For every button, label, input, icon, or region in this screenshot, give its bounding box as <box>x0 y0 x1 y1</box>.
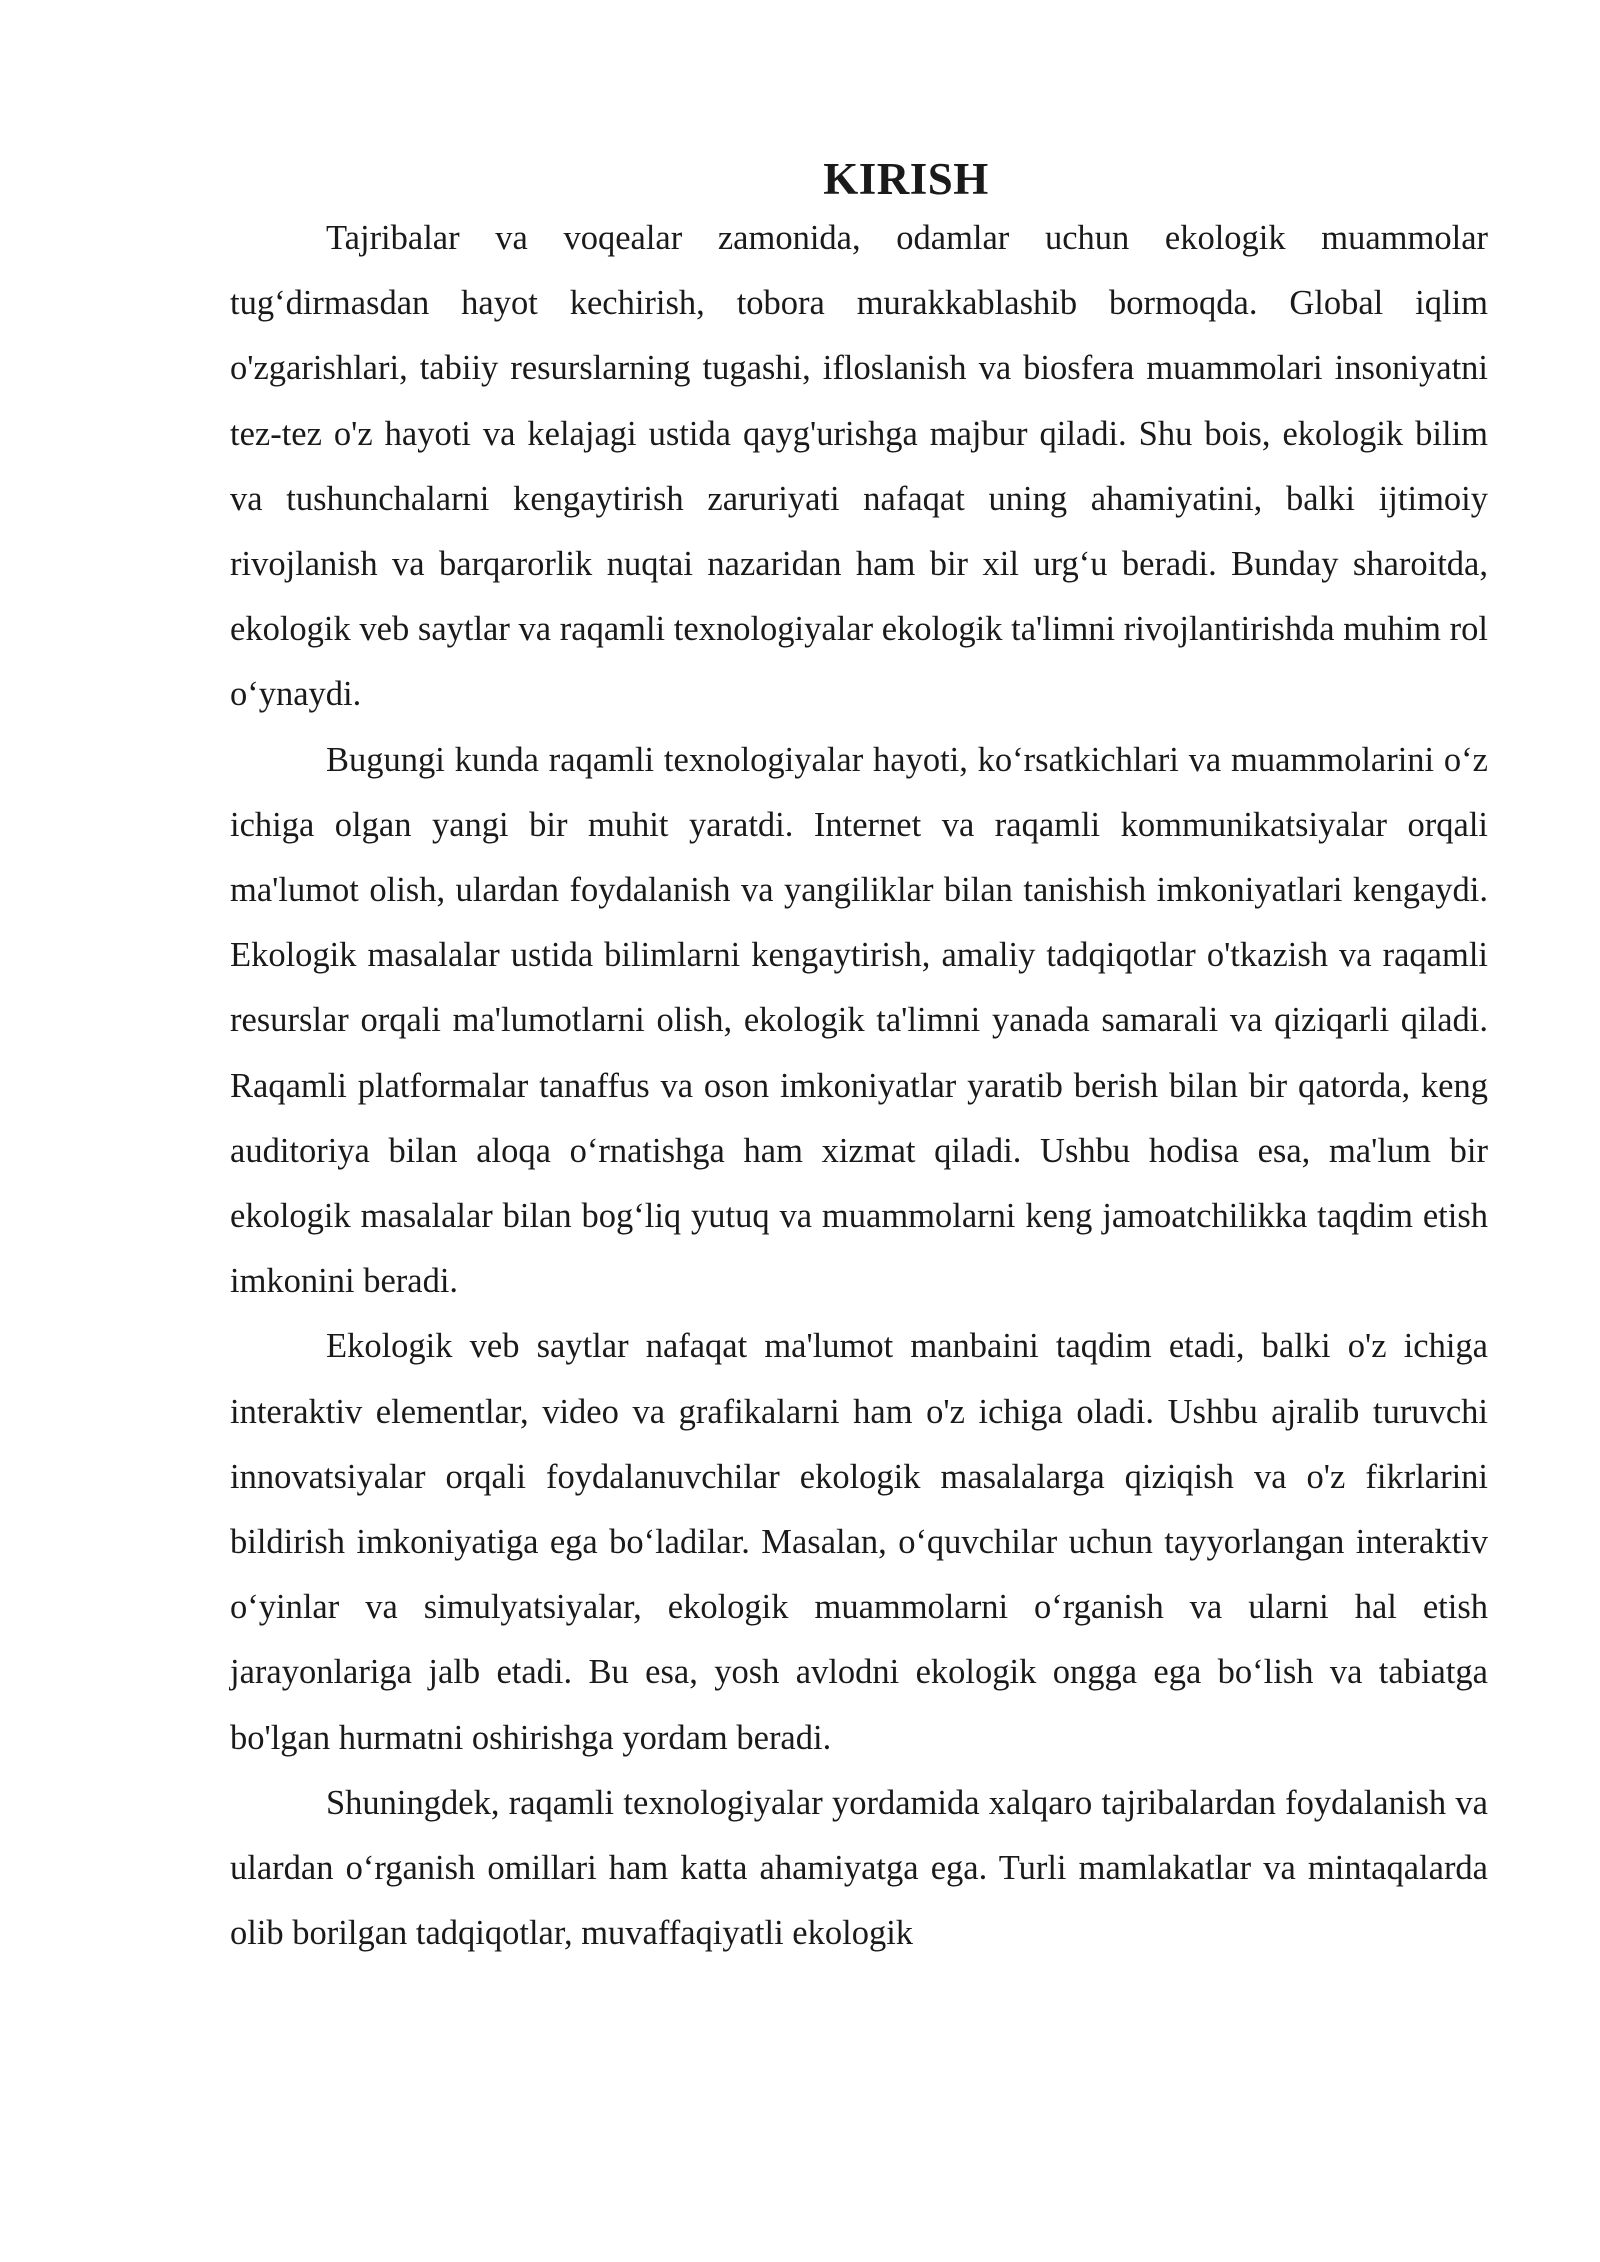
paragraph-1: Tajribalar va voqealar zamonida, odamlar uchun ekologik muammolar tug‘dirmasdan hayot kechirish, tobora murakkablashib bormoqda. Global iqlim o'zgarishlari, tabiiy resurslarning tugashi, ifloslanish va biosfera muammolari insoniyatni tez-tez o'z hayoti va kelajagi ustida qayg'urishga majbur qiladi. Shu bois, ekologik bilim va tushunchalarni kengaytirish zaruriyati nafaqat uning ahamiyatini, balki ijtimoiy rivojlanish va barqarorlik nuqtai nazaridan ham bir xil urg‘u beradi. Bunday sharoitda, ekologik veb saytlar va raqamli texnologiyalar ekologik ta'limni rivojlantirishda muhim rol o‘ynaydi. <box>230 219 1488 714</box>
paragraph-2: Bugungi kunda raqamli texnologiyalar hayoti, ko‘rsatkichlari va muammolarini o‘z ichiga olgan yangi bir muhit yaratdi. Internet va raqamli kommunikatsiyalar orqali ma'lumot olish, ulardan foydalanish va yangiliklar bilan tanishish imkoniyatlari kengaydi. Ekologik masalalar ustida bilimlarni kengaytirish, amaliy tadqiqotlar o'tkazish va raqamli resurslar orqali ma'lumotlarni olish, ekologik ta'limni yanada samarali va qiziqarli qiladi. Raqamli platformalar tanaffus va oson imkoniyatlar yaratib berish bilan bir qatorda, keng auditoriya bilan aloqa o‘rnatishga ham xizmat qiladi. Ushbu hodisa esa, ma'lum bir ekologik masalalar bilan bog‘liq yutuq va muammolarni keng jamoatchilikka taqdim etish imkonini beradi. <box>230 740 1488 1301</box>
paragraph-4: Shuningdek, raqamli texnologiyalar yordamida xalqaro tajribalardan foydalanish va ulardan o‘rganish omillari ham katta ahamiyatga ega. Turli mamlakatlar va mintaqalarda olib borilgan tadqiqotlar, muvaffaqiyatli ekologik <box>230 1783 1488 1953</box>
document-body <box>230 152 1488 1966</box>
document-title: KIRISH <box>823 154 989 204</box>
paragraph-3: Ekologik veb saytlar nafaqat ma'lumot manbaini taqdim etadi, balki o'z ichiga interaktiv elementlar, video va grafikalarni ham o'z ichiga oladi. Ushbu ajralib turuvchi innovatsiyalar orqali foydalanuvchilar ekologik masalalarga qiziqish va o'z fikrlarini bildirish imkoniyatiga ega bo‘ladilar. Masalan, o‘quvchilar uchun tayyorlangan interaktiv o‘yinlar va simulyatsiyalar, ekologik muammolarni o‘rganish va ularni hal etish jarayonlariga jalb etadi. Bu esa, yosh avlodni ekologik ongga ega bo‘lish va tabiatga bo'lgan hurmatni oshirishga yordam beradi. <box>230 1327 1488 1757</box>
